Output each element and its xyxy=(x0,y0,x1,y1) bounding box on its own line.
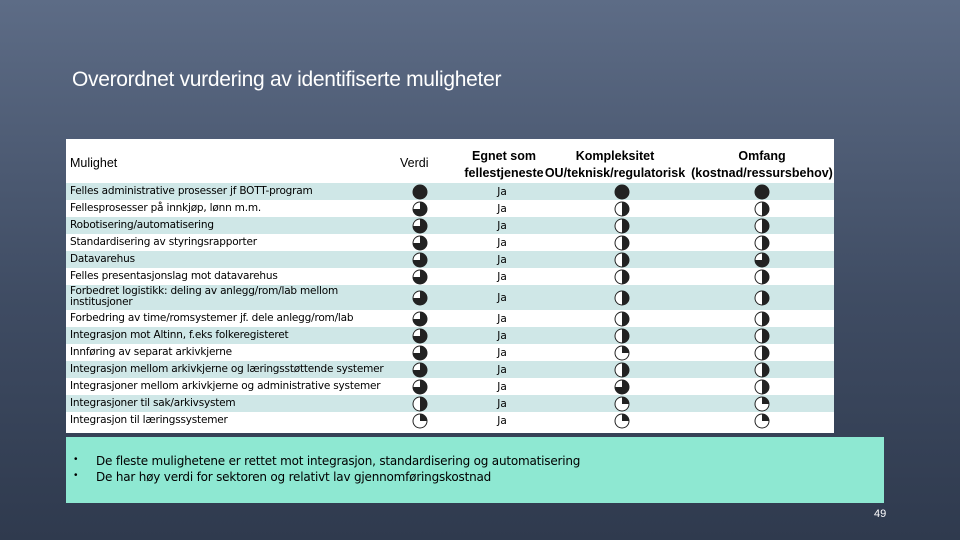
table-row xyxy=(66,361,834,378)
kompleksitet-ball xyxy=(614,311,630,327)
kompleksitet-ball xyxy=(614,290,630,306)
kompleksitet-ball xyxy=(614,413,630,429)
row-egnet-value: Ja xyxy=(497,414,507,427)
header-kompleksitet-line2: OU/teknisk/regulatorisk xyxy=(544,166,686,180)
header-kompleksitet xyxy=(540,148,690,182)
verdi-ball xyxy=(412,201,428,217)
row-label: Standardisering av styringsrapporter xyxy=(70,236,257,248)
omfang-ball xyxy=(754,201,770,217)
omfang-ball xyxy=(754,345,770,361)
row-label: Integrasjon til læringssystemer xyxy=(70,414,228,426)
header-verdi: Verdi xyxy=(400,156,429,170)
verdi-ball xyxy=(412,328,428,344)
table-row xyxy=(66,183,834,200)
row-egnet-value: Ja xyxy=(497,397,507,410)
omfang-ball xyxy=(754,328,770,344)
omfang-ball xyxy=(754,290,770,306)
kompleksitet-ball xyxy=(614,396,630,412)
kompleksitet-ball xyxy=(614,379,630,395)
table-row xyxy=(66,285,834,310)
kompleksitet-ball xyxy=(614,362,630,378)
verdi-ball xyxy=(412,379,428,395)
row-egnet-value: Ja xyxy=(497,312,507,325)
row-label: Robotisering/automatisering xyxy=(70,219,214,231)
omfang-ball xyxy=(754,269,770,285)
row-egnet-value: Ja xyxy=(497,202,507,215)
kompleksitet-ball xyxy=(614,328,630,344)
row-label: Integrasjon mellom arkivkjerne og læringsstøttende systemer xyxy=(70,363,384,375)
page-number: 49 xyxy=(874,508,887,520)
verdi-ball xyxy=(412,218,428,234)
slide-title: Overordnet vurdering av identifiserte muligheter xyxy=(72,68,502,91)
row-label: Forbedret logistikk: deling av anlegg/rom/lab mellom institusjoner xyxy=(70,285,339,308)
row-label: Integrasjoner til sak/arkivsystem xyxy=(70,397,236,409)
header-omfang xyxy=(682,148,842,182)
verdi-ball xyxy=(412,362,428,378)
header-egnet xyxy=(454,148,554,182)
kompleksitet-ball xyxy=(614,345,630,361)
kompleksitet-ball xyxy=(614,201,630,217)
header-mulighet: Mulighet xyxy=(70,156,118,170)
summary-bullet-text: De fleste mulighetene er rettet mot integrasjon, standardisering og automatisering xyxy=(96,454,581,468)
table-row xyxy=(66,200,834,217)
table-row xyxy=(66,395,834,412)
summary-box xyxy=(66,437,884,503)
omfang-ball xyxy=(754,379,770,395)
verdi-ball xyxy=(412,235,428,251)
omfang-ball xyxy=(754,218,770,234)
kompleksitet-ball xyxy=(614,235,630,251)
omfang-ball xyxy=(754,396,770,412)
row-label: Felles administrative prosesser jf BOTT-program xyxy=(70,185,313,197)
verdi-ball xyxy=(412,396,428,412)
verdi-ball xyxy=(412,311,428,327)
summary-bullet-text: De har høy verdi for sektoren og relativt lav gjennomføringskostnad xyxy=(96,470,492,484)
verdi-ball xyxy=(412,184,428,200)
row-label: Integrasjoner mellom arkivkjerne og administrative systemer xyxy=(70,380,381,392)
row-egnet-value: Ja xyxy=(497,236,507,249)
row-label: Fellesprosesser på innkjøp, lønn m.m. xyxy=(70,202,261,214)
table-row xyxy=(66,344,834,361)
header-kompleksitet-line1: Kompleksitet xyxy=(575,149,655,163)
table-row xyxy=(66,217,834,234)
omfang-ball xyxy=(754,184,770,200)
bullet-glyph: • xyxy=(74,454,78,465)
table-row xyxy=(66,327,834,344)
omfang-ball xyxy=(754,413,770,429)
omfang-ball xyxy=(754,311,770,327)
row-egnet-value: Ja xyxy=(497,380,507,393)
header-egnet-line2: fellestjeneste xyxy=(464,166,544,180)
omfang-ball xyxy=(754,362,770,378)
kompleksitet-ball xyxy=(614,218,630,234)
kompleksitet-ball xyxy=(614,252,630,268)
header-egnet-line1: Egnet som xyxy=(472,149,536,163)
row-label: Datavarehus xyxy=(70,253,135,265)
table-row xyxy=(66,412,834,429)
header-omfang-line1: Omfang xyxy=(738,149,786,163)
table-row xyxy=(66,378,834,395)
table-row xyxy=(66,268,834,285)
verdi-ball xyxy=(412,413,428,429)
table-row xyxy=(66,310,834,327)
row-label: Integrasjon mot Altinn, f.eks folkeregisteret xyxy=(70,329,289,341)
row-egnet-value: Ja xyxy=(497,329,507,342)
row-egnet-value: Ja xyxy=(497,363,507,376)
row-egnet-value: Ja xyxy=(497,291,507,304)
row-egnet-value: Ja xyxy=(497,219,507,232)
table-header xyxy=(66,139,834,183)
verdi-ball xyxy=(412,345,428,361)
row-egnet-value: Ja xyxy=(497,346,507,359)
table-row xyxy=(66,251,834,268)
row-label: Innføring av separat arkivkjerne xyxy=(70,346,232,358)
verdi-ball xyxy=(412,252,428,268)
verdi-ball xyxy=(412,290,428,306)
verdi-ball xyxy=(412,269,428,285)
row-label: Felles presentasjonslag mot datavarehus xyxy=(70,270,278,282)
assessment-table xyxy=(66,139,834,433)
row-egnet-value: Ja xyxy=(497,253,507,266)
header-omfang-line2: (kostnad/ressursbehov) xyxy=(691,166,833,180)
bullet-glyph: • xyxy=(74,470,78,481)
omfang-ball xyxy=(754,235,770,251)
kompleksitet-ball xyxy=(614,269,630,285)
kompleksitet-ball xyxy=(614,184,630,200)
table-row xyxy=(66,234,834,251)
row-label: Forbedring av time/romsystemer jf. dele anlegg/rom/lab xyxy=(70,312,354,324)
row-egnet-value: Ja xyxy=(497,270,507,283)
row-egnet-value: Ja xyxy=(497,185,507,198)
omfang-ball xyxy=(754,252,770,268)
